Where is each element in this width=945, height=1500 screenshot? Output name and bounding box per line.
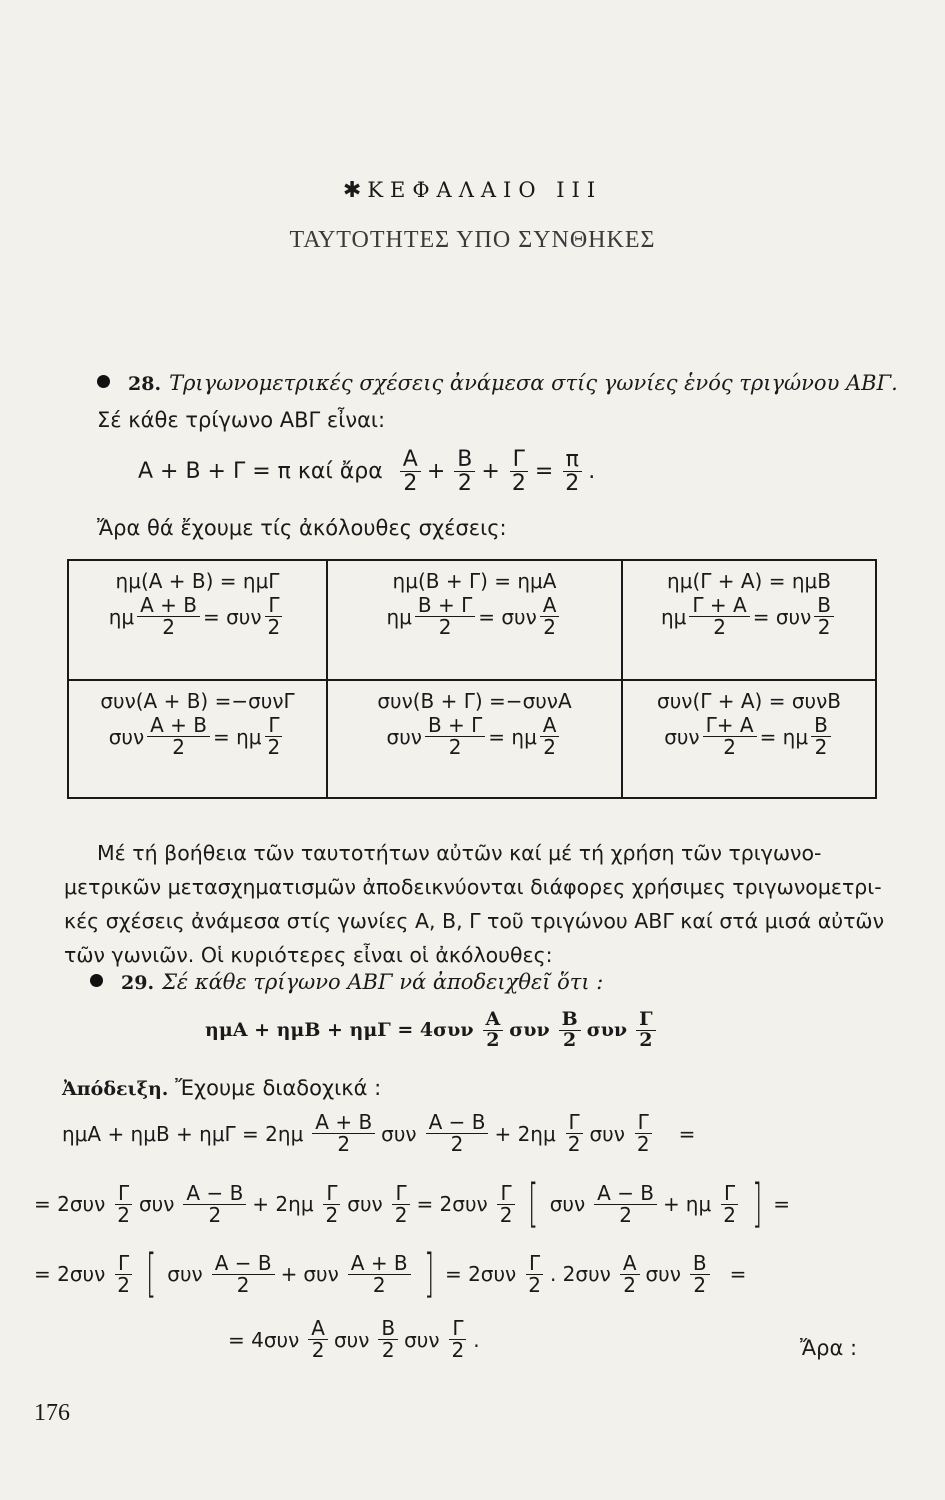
bullet-icon: [90, 974, 103, 987]
table-cell: συν(Α + Β) =−συνΓ συν $\frac{A + B}{2}$ = ημ Γ 2: [100, 689, 295, 759]
chapter-title: ΤΑΥΤΟΤΗΤΕΣ ΥΠΟ ΣΥΝΘΗΚΕΣ: [289, 227, 656, 253]
chapter-label: ✱ ΚΕΦΑΛΑΙΟ ΙΙΙ: [342, 178, 603, 203]
section-28-heading: 28. Τριγωνομετρικές σχέσεις ἀνάμεσα στίς γωνίες ἑνός τριγώνου ΑΒΓ.: [97, 371, 898, 396]
identities-table: [67, 559, 877, 799]
angle-sum-equation: Α + Β + Γ = π καί ἄρα Α 2 + $\frac{B}{2}$ + $\frac{\Gamma}{2}$ = $\frac{\pi}{2}$ .: [138, 447, 596, 497]
table-cell: ημ(Γ + Α) = ημΒ ημ $\frac{\Gamma + A}{2}$ = συν Β 2: [623, 561, 875, 679]
proof-line-1: ημΑ + ημΒ + ημΓ = 2ημ Α + Β 2 συν Α − Β 2 + 2ημ Γ 2 συν $\frac{\Gamma}{2}$ =: [62, 1110, 696, 1156]
table-cell: συν(Γ + Α) = συνΒ συν $\frac{\Gamma+ A}{2}$ = ημ Β 2: [657, 689, 841, 759]
star-icon: ✱: [342, 178, 362, 203]
section-29-heading: 29. Σέ κάθε τρίγωνο ΑΒΓ νά ἀποδειχθεῖ ὅτι :: [90, 970, 603, 995]
page-number: 176: [34, 1400, 70, 1426]
table-cell: ημ(Α + Β) = ημΓ ημ $\frac{A + B}{2}$ = συν Γ 2: [69, 561, 326, 679]
section-28-intro: Σέ κάθε τρίγωνο ΑΒΓ εἶναι:: [97, 408, 386, 432]
proof-line-2: = 2συν Γ 2 συν Α − Β 2 + 2ημ Γ 2 συν $\frac{\Gamma}{2}$ = 2συν Γ 2 [ συν Α − Β 2 + ημ Γ 2 ] =: [34, 1174, 790, 1234]
proof-intro: Ἀπόδειξη. Ἔχουμε διαδοχικά :: [62, 1076, 382, 1100]
section-28-after: Ἄρα θά ἔχουμε τίς ἀκόλουθες σχέσεις:: [97, 516, 507, 540]
table-cell: ημ(Β + Γ) = ημΑ ημ $\frac{B + \Gamma}{2}$ = συν Α 2: [328, 561, 621, 679]
proof-line-4: = 4συν Α 2 συν Β 2 συν Γ 2 .: [228, 1316, 480, 1362]
therefore-label: Ἄρα :: [800, 1336, 858, 1360]
bullet-icon: [97, 375, 110, 388]
table-cell: συν(Β + Γ) =−συνΑ συν $\frac{B + \Gamma}{2}$ = ημ Α 2: [377, 689, 572, 759]
section-29-identity: ημΑ + ημΒ + ημΓ = 4συν Α 2 συν Β 2 συν Γ 2: [205, 1010, 662, 1051]
body-paragraph: Μέ τή βοήθεια τῶν ταυτοτήτων αὐτῶν καί μέ τή χρήση τῶν τριγωνο- μετρικῶν μετασχηματισμῶν ἀποδεικνύονται διάφορες χρήσιμες τριγωνομετρι- κές σχέσεις ἀνάμεσα στίς γωνίες Α, Β, Γ τοῦ τριγώνου ΑΒΓ καί στά μισά αὐτῶν τῶν γωνιῶν. Οἱ κυριότερες εἶναι οἱ ἀκόλουθες:: [64, 841, 885, 967]
proof-line-3: = 2συν Γ 2 [ συν Α − Β 2 + συν Α + Β 2 ] = 2συν Γ 2 . 2συν Α 2 συν $\frac{B}{2}$ =: [34, 1244, 747, 1304]
